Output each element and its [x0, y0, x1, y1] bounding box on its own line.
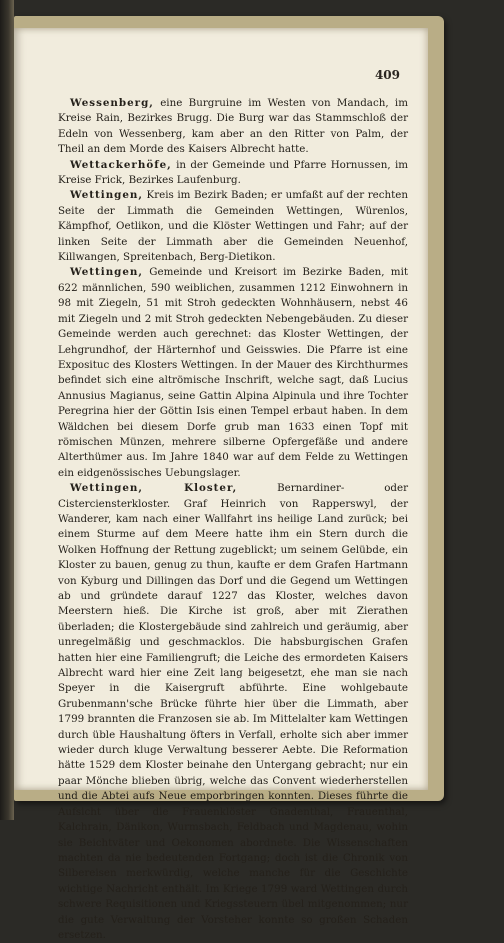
entry-text: Gemeinde und Kreisort im Bezirke Baden, mit 622 männlichen, 590 weiblichen, zusammen 1212 Einwohnern in 98 mit Ziegeln, 51 mit Stroh gedeckten Wohnhäusern, nebst 46 mit Ziegeln und 2 mit Stroh gedeckten Nebengebäuden. Zu dieser Gemeinde werden auch gerechnet: das Kloster Wettingen, der Lehgrundhof, der Härternhof und Geisswies. Die Pfarre ist eine Exposituc des Klosters Wettingen. In der Mauer des Kirchthurmes befindet sich eine altrömische Inschrift, welche sagt, daß Lucius Annusius Magianus, seine Gattin Alpina Alpinula und ihre Tochter Peregrina hier der Göttin Isis einen Tempel erbaut haben. In dem Wäldchen bei diesem Dorfe grub man 1633 einen Topf mit römischen Münzen, mehrere silberne Opfergefäße und andere Alterthümer aus. Im Jahre 1840 war auf dem Felde zu Wettingen ein eidgenössisches Uebungslager.: [58, 266, 408, 479]
entry-heading: Wettackerhöfe,: [70, 158, 172, 171]
entry-text: Bernardiner- oder Cisterciensterkloster. Graf Heinrich von Rapperswyl, der Wanderer, kam nach einer Wallfahrt ins heilige Land zurück; bei einem Sturme auf dem Meere hatte ihm ein Stern durch die Wolken Hoffnung der Rettung zugeblickt; um seinem Gelübde, ein Kloster zu bauen, genug zu thun, kaufte er dem Grafen Hartmann von Kyburg und Dillingen das Dorf und die Gegend um Wettingen ab und gründete darauf 1227 das Kloster, welches davon Meerstern hieß. Die Kirche ist groß, aber mit Zierathen überladen; die Klostergebäude sind zahlreich und geräumig, aber unregelmäßig und geschmacklos. Die habsburgischen Grafen hatten hier eine Familiengruft; die Leiche des ermordeten Kaisers Albrecht ward hier eine Zeit lang beigesetzt, ehe man sie nach Speyer in die Kaisergruft abführte. Eine wohlgebaute Grubenmann'sche Brücke führte hier über die Limmath, aber 1799 brannten die Franzosen sie ab. Im Mittelalter kam Wettingen durch üble Haushaltung öfters in Verfall, erholte sich aber immer wieder durch kluge Verwaltung besserer Aebte. Die Reformation hätte 1529 dem Kloster beinahe den Untergang gebracht; nur ein paar Mönche blieben übrig, welche das Convent wiederherstellen und die Abtei aufs Neue emporbringen konnten. Dieses führte die Aufsicht über die Frauenklöster Gnadenthal, Frauenthal, Kalchrain, Dänikon, Wurmsbach, Feldbach und Magdenau, wohin sie Beichtväter und Oekonomen abordnete. Die Wissenschaften machten da nie bedeutenden Fortgang; doch ist die Chronik von Silbereisen merkwürdig, welche manche für die Geschichte wichtige Nachricht enthält. Im Kriege 1799 ward Wettingen durch schwere Requisitionen und Kriegssteuern übel mitgenommen; nur die gute Verwaltung der Vorsteher konnte so großen Schaden ersetzen.: [58, 482, 409, 941]
book-page: [14, 28, 428, 941]
binding-edge: [0, 0, 14, 820]
entry-heading: Wettingen, Kloster,: [70, 482, 238, 495]
entry-text: in der Gemeinde und Pfarre Hornussen, im Kreise Frick, Bezirkes Laufenburg.: [58, 158, 408, 187]
entry-heading: Wettingen,: [70, 266, 144, 279]
page-body: [58, 96, 408, 943]
entry-text: eine Burgruine im Westen von Mandach, im Kreise Rain, Bezirkes Brugg. Die Burg war das Stammschloß der Edeln von Wessenberg, kam aber an den Ritter von Palm, der Theil an dem Morde des Kaisers Albrecht hatte.: [58, 97, 408, 156]
entry-paragraph: [58, 96, 408, 158]
entry-text: Kreis im Bezirk Baden; er umfaßt auf der rechten Seite der Limmath die Gemeinden Wettingen, Würenlos, Kämpfhof, Oetlikon, und die Klöster Wettingen und Fahr; auf der linken Seite der Limmath aber die Gemeinden Neuenhof, Killwangen, Spreitenbach, Berg-Dietikon.: [58, 189, 408, 264]
entry-paragraph: [58, 158, 408, 189]
entry-paragraph: [58, 481, 408, 943]
entry-paragraph: [58, 265, 408, 481]
entry-paragraph: [58, 188, 408, 265]
entry-heading: Wessenberg,: [70, 97, 154, 109]
page-number: 409: [374, 68, 400, 82]
entry-heading: Wettingen,: [70, 189, 144, 202]
